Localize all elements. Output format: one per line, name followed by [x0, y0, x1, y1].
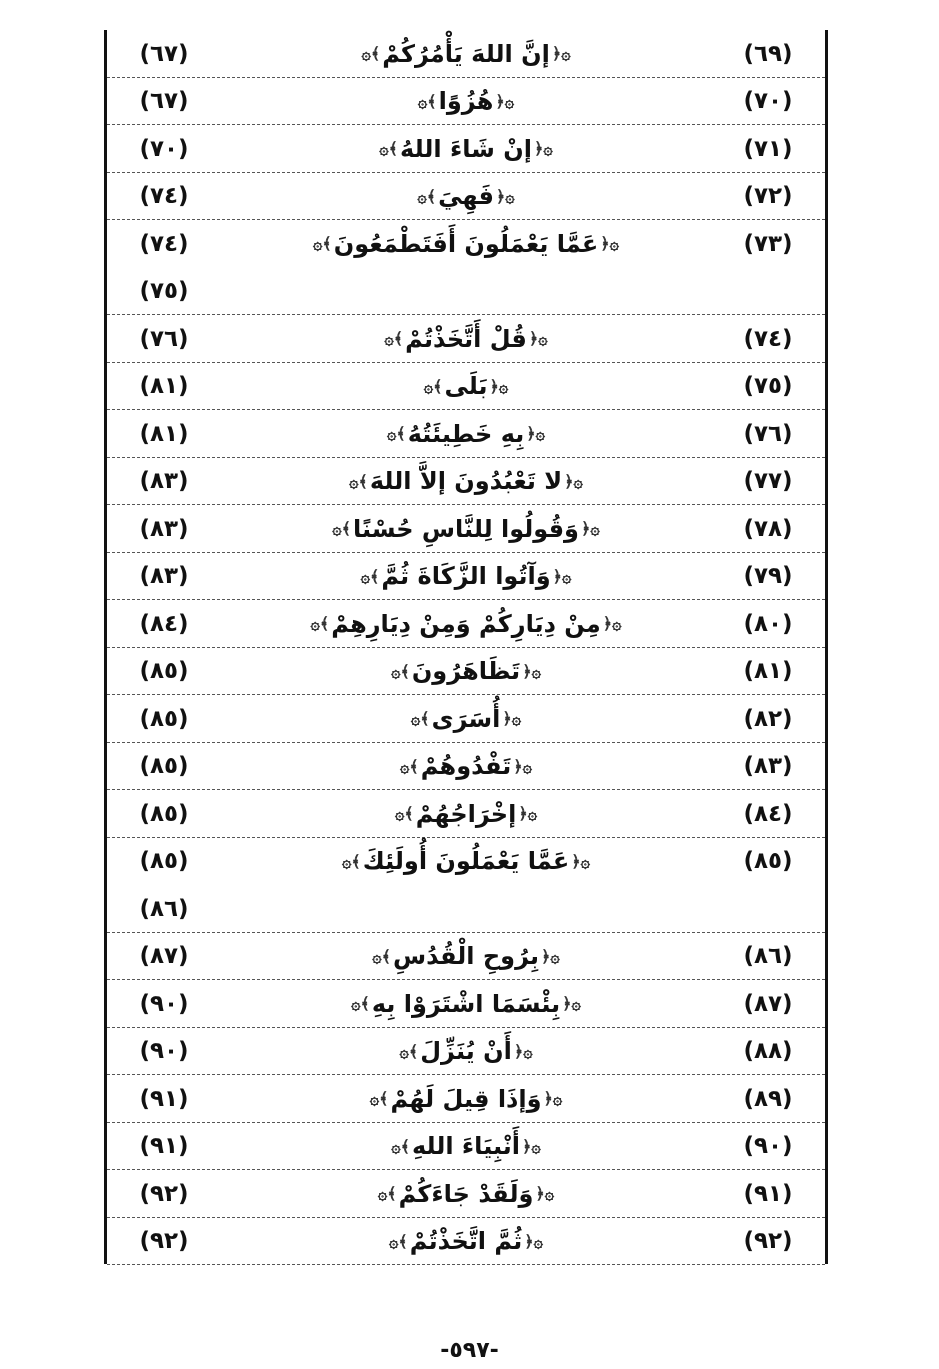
- page-reference: (٨٥): [139, 658, 189, 685]
- ornament-open-icon: ۞﴿: [580, 519, 600, 539]
- row-number: (٨٢): [743, 705, 793, 732]
- table-rows: [107, 30, 825, 1265]
- table-row: [107, 1123, 825, 1171]
- row-number: (٧٥): [743, 373, 793, 400]
- page-reference: (٨٥): [139, 848, 189, 875]
- word-entry: [257, 505, 675, 553]
- table-row: [107, 268, 825, 316]
- word-text: وَقُولُوا لِلنَّاسِ حُسْنًا: [353, 514, 579, 543]
- word-text: عَمَّا يَعْمَلُونَ أُولَئِكَ: [362, 847, 570, 876]
- word-entry: [257, 695, 675, 743]
- row-number: [723, 885, 813, 933]
- table-row: [107, 1028, 825, 1076]
- row-number: (٨٠): [743, 610, 793, 637]
- row-number: (٧٩): [743, 563, 793, 590]
- row-number: (٩٠): [743, 1133, 793, 1160]
- row-number: (٧٤): [743, 325, 793, 352]
- word-text: قُلْ أَتَّخَذْتُمْ: [405, 324, 527, 353]
- word-entry: [257, 838, 675, 886]
- row-number: (٨٣): [743, 753, 793, 780]
- word-entry: [257, 173, 675, 221]
- word-entry: [257, 1075, 675, 1123]
- ornament-open-icon: ۞﴿: [551, 44, 571, 64]
- page-reference: (٨١): [139, 420, 189, 447]
- table-row: [107, 648, 825, 696]
- word-entry: [257, 78, 675, 126]
- ornament-close-icon: ﴾۞: [384, 329, 404, 349]
- ornament-close-icon: ﴾۞: [377, 1184, 397, 1204]
- ornament-close-icon: ﴾۞: [310, 614, 330, 634]
- table-row: [107, 1075, 825, 1123]
- ornament-open-icon: ۞﴿: [495, 186, 515, 206]
- row-number: (٧٣): [743, 230, 793, 257]
- ornament-open-icon: ۞﴿: [522, 1136, 541, 1156]
- ornament-close-icon: ﴾۞: [389, 1231, 408, 1251]
- ornament-open-icon: ۞﴿: [564, 471, 583, 491]
- word-text: وَإذَا قِيلَ لَهُمْ: [390, 1084, 542, 1113]
- word-text: إنَّ اللهَ يَأْمُرُكُمْ: [382, 39, 550, 68]
- ornament-open-icon: ۞﴿: [535, 1184, 555, 1204]
- table-row: [107, 1170, 825, 1218]
- word-text: تَظَاهَرُونَ: [411, 657, 521, 686]
- word-text: ثُمَّ اتَّخَذْتُمْ: [409, 1227, 523, 1256]
- row-number: (٩٢): [743, 1228, 793, 1255]
- ornament-close-icon: ﴾۞: [351, 994, 370, 1014]
- ornament-close-icon: ﴾۞: [369, 1089, 389, 1109]
- word-text: بَلَى: [444, 372, 488, 401]
- ornament-close-icon: ﴾۞: [342, 851, 361, 871]
- row-number: (٧٨): [743, 515, 793, 542]
- ornament-open-icon: ۞﴿: [571, 851, 590, 871]
- table-row: [107, 125, 825, 173]
- table-row: [107, 410, 825, 458]
- page-reference: (٨٥): [139, 753, 189, 780]
- word-entry: [257, 125, 675, 173]
- ornament-close-icon: ﴾۞: [391, 1136, 410, 1156]
- word-entry: [257, 363, 675, 411]
- word-text: هُزُوًا: [438, 87, 494, 116]
- word-text: لا تَعْبُدُونَ إلاَّ اللهَ: [369, 467, 563, 496]
- row-number: (٦٩): [743, 40, 793, 67]
- word-text: إنْ شَاءَ اللهُ: [400, 134, 532, 163]
- word-text: بِهِ خَطِيئَتُهُ: [407, 419, 525, 448]
- ornament-close-icon: ﴾۞: [391, 661, 410, 681]
- ornament-close-icon: ﴾۞: [417, 186, 437, 206]
- row-separator: [107, 1264, 825, 1265]
- page-reference: (٨٣): [139, 563, 189, 590]
- word-entry: [257, 553, 675, 601]
- page-reference: (٨٣): [139, 468, 189, 495]
- table-row: [107, 173, 825, 221]
- page-reference: (٨١): [139, 373, 189, 400]
- ornament-close-icon: ﴾۞: [379, 139, 399, 159]
- row-number: (٨٦): [743, 943, 793, 970]
- table-row: [107, 885, 825, 933]
- word-text: بِئْسَمَا اشْتَرَوْا بِهِ: [371, 989, 561, 1018]
- ornament-close-icon: ﴾۞: [349, 471, 368, 491]
- ornament-open-icon: ۞﴿: [562, 994, 581, 1014]
- table-row: [107, 78, 825, 126]
- page-reference: (٧٤): [139, 230, 189, 257]
- table-row: [107, 838, 825, 886]
- table-row: [107, 980, 825, 1028]
- table-row: [107, 743, 825, 791]
- ornament-close-icon: ﴾۞: [361, 44, 381, 64]
- page-reference: (٩١): [139, 1133, 189, 1160]
- table-row: [107, 553, 825, 601]
- word-text: تَفْدُوهُمْ: [420, 752, 512, 781]
- table-frame: [104, 30, 828, 1264]
- ornament-close-icon: ﴾۞: [417, 91, 437, 111]
- ornament-open-icon: ۞﴿: [533, 139, 553, 159]
- page-reference: (٧٤): [139, 183, 189, 210]
- ornament-close-icon: ﴾۞: [386, 424, 406, 444]
- ornament-close-icon: ﴾۞: [394, 804, 414, 824]
- word-entry: [257, 1218, 675, 1266]
- ornament-open-icon: ۞﴿: [602, 614, 622, 634]
- row-number: (٧٠): [743, 88, 793, 115]
- table-row: [107, 695, 825, 743]
- word-text: أُسَرَى: [431, 704, 501, 733]
- ornament-open-icon: ۞﴿: [518, 804, 538, 824]
- ornament-close-icon: ﴾۞: [399, 756, 419, 776]
- ornament-close-icon: ﴾۞: [372, 946, 391, 966]
- table-row: [107, 600, 825, 648]
- table-row: [107, 1218, 825, 1266]
- word-entry: [257, 30, 675, 78]
- row-number: (٧٧): [743, 468, 793, 495]
- ornament-open-icon: ۞﴿: [524, 1231, 543, 1251]
- word-entry: [257, 743, 675, 791]
- word-entry: [257, 933, 675, 981]
- word-entry: [257, 648, 675, 696]
- ornament-close-icon: ﴾۞: [410, 709, 430, 729]
- word-entry: [257, 600, 675, 648]
- word-text: مِنْ دِيَارِكُمْ وَمِنْ دِيَارِهِمْ: [331, 609, 601, 638]
- word-entry: [257, 410, 675, 458]
- page-number: -٥٩٧-: [440, 1338, 499, 1363]
- table-row: [107, 790, 825, 838]
- ornament-close-icon: ﴾۞: [423, 376, 443, 396]
- page-reference: (٨٧): [139, 943, 189, 970]
- page-reference: (٧٦): [139, 325, 189, 352]
- page-reference: (٨٥): [139, 800, 189, 827]
- word-entry: [257, 1028, 675, 1076]
- row-number: (٨٩): [743, 1085, 793, 1112]
- page-reference: (٩٢): [139, 1180, 189, 1207]
- row-number: (٨٤): [743, 800, 793, 827]
- table-row: [107, 933, 825, 981]
- page-reference: (٨٦): [139, 895, 189, 922]
- ornament-close-icon: ﴾۞: [360, 566, 380, 586]
- page-reference: (٩١): [139, 1085, 189, 1112]
- page-reference: (٦٧): [139, 40, 189, 67]
- table-row: [107, 30, 825, 78]
- word-text: أَنْبِيَاءَ اللهِ: [411, 1132, 521, 1161]
- row-number: (٩١): [743, 1180, 793, 1207]
- page-reference: (٩٠): [139, 990, 189, 1017]
- table-row: [107, 315, 825, 363]
- ornament-open-icon: ۞﴿: [495, 91, 515, 111]
- word-text: إخْرَاجُهُمْ: [415, 799, 517, 828]
- ornament-open-icon: ۞﴿: [522, 661, 541, 681]
- ornament-open-icon: ۞﴿: [489, 376, 509, 396]
- word-entry: [257, 268, 675, 316]
- row-number: (٨٥): [743, 848, 793, 875]
- row-number: (٧٦): [743, 420, 793, 447]
- row-number: (٨٧): [743, 990, 793, 1017]
- word-text: أَنْ يُنَزِّلَ: [420, 1037, 512, 1066]
- word-text: بِرُوحِ الْقُدُسِ: [393, 942, 540, 971]
- word-entry: [257, 885, 675, 933]
- word-entry: [257, 1170, 675, 1218]
- page-reference: (٩٢): [139, 1228, 189, 1255]
- ornament-open-icon: ۞﴿: [502, 709, 522, 729]
- ornament-open-icon: ۞﴿: [543, 1089, 563, 1109]
- row-number: [723, 268, 813, 316]
- table-row: [107, 458, 825, 506]
- word-entry: [257, 980, 675, 1028]
- table-row: [107, 505, 825, 553]
- ornament-open-icon: ۞﴿: [513, 756, 533, 776]
- word-text: وَلَقَدْ جَاءَكُمْ: [398, 1179, 534, 1208]
- row-number: (٨١): [743, 658, 793, 685]
- word-entry: [257, 1123, 675, 1171]
- ornament-close-icon: ﴾۞: [313, 234, 332, 254]
- word-entry: [257, 458, 675, 506]
- page-reference: (٦٧): [139, 88, 189, 115]
- row-number: (٧١): [743, 135, 793, 162]
- word-entry: [257, 790, 675, 838]
- row-number: (٧٢): [743, 183, 793, 210]
- ornament-close-icon: ﴾۞: [332, 519, 352, 539]
- ornament-open-icon: ۞﴿: [526, 424, 546, 444]
- page-reference: (٧٠): [139, 135, 189, 162]
- page-reference: (٨٥): [139, 705, 189, 732]
- table-row: [107, 363, 825, 411]
- ornament-open-icon: ۞﴿: [541, 946, 560, 966]
- page-reference: (٧٥): [139, 278, 189, 305]
- word-text: وَآتُوا الزَّكَاةَ ثُمَّ: [381, 562, 551, 591]
- word-entry: [257, 220, 675, 268]
- ornament-open-icon: ۞﴿: [528, 329, 548, 349]
- word-text: عَمَّا يَعْمَلُونَ أَفَتَطْمَعُونَ: [333, 229, 599, 258]
- table-row: [107, 220, 825, 268]
- page-reference: (٨٣): [139, 515, 189, 542]
- ornament-open-icon: ۞﴿: [600, 234, 619, 254]
- row-number: (٨٨): [743, 1038, 793, 1065]
- page-reference: (٨٤): [139, 610, 189, 637]
- ornament-close-icon: ﴾۞: [399, 1041, 419, 1061]
- word-text: فَهِيَ: [438, 182, 494, 211]
- ornament-open-icon: ۞﴿: [513, 1041, 533, 1061]
- ornament-open-icon: ۞﴿: [552, 566, 572, 586]
- word-entry: [257, 315, 675, 363]
- page-reference: (٩٠): [139, 1038, 189, 1065]
